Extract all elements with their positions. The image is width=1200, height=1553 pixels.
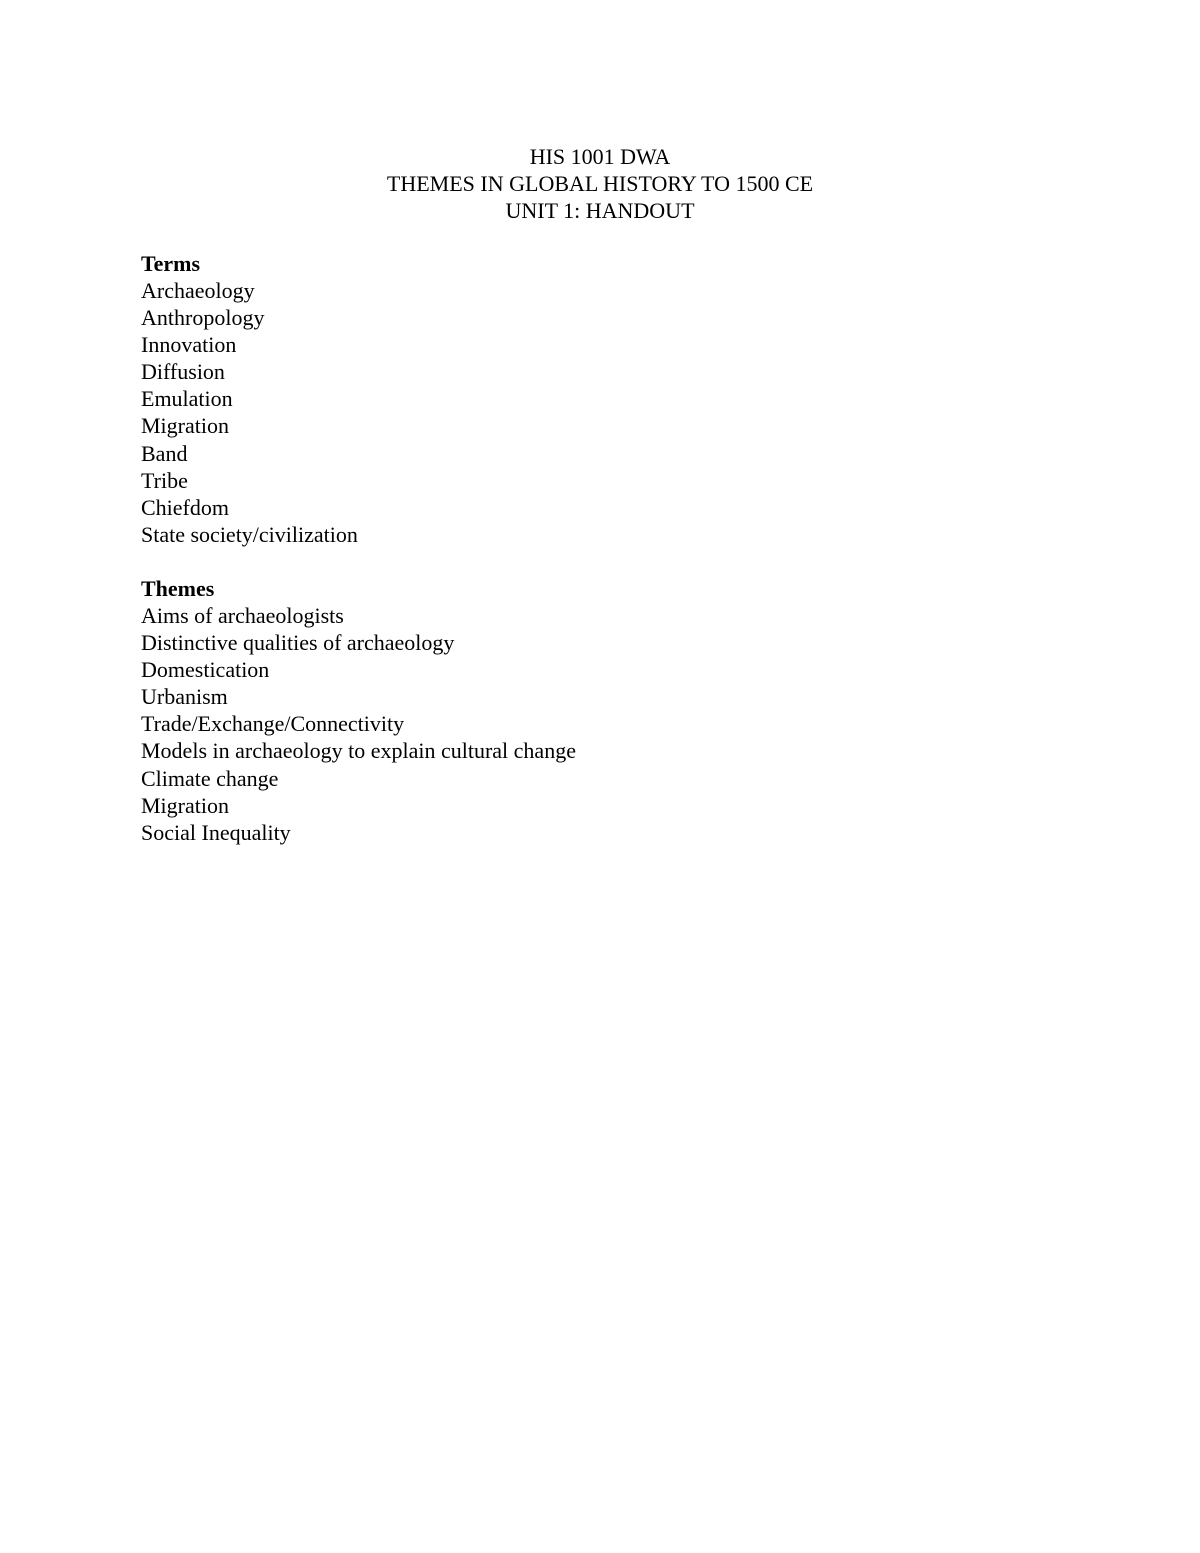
terms-list (141, 277, 358, 548)
list-item: Anthropology (141, 305, 265, 331)
list-item: Aims of archaeologists (141, 603, 344, 628)
themes-section (141, 575, 576, 846)
course-title: THEMES IN GLOBAL HISTORY TO 1500 CE (386, 171, 814, 196)
list-item: Social Inequality (141, 819, 291, 845)
list-item: Domestication (141, 657, 270, 683)
list-item: Emulation (141, 386, 233, 412)
course-code: HIS 1001 DWA (529, 144, 671, 169)
list-item: Distinctive qualities of archaeology (141, 630, 455, 656)
terms-heading: Terms (141, 251, 201, 276)
list-item: Tribe (141, 467, 188, 493)
themes-list (141, 602, 576, 846)
list-item: Urbanism (141, 684, 228, 710)
themes-heading: Themes (141, 576, 215, 601)
list-item: Archaeology (141, 278, 255, 303)
list-item: Chiefdom (141, 494, 229, 520)
list-item: Band (141, 440, 188, 466)
list-item: Trade/Exchange/Connectivity (141, 711, 405, 737)
list-item: State society/civilization (141, 521, 358, 547)
terms-section (141, 250, 358, 548)
unit-title: UNIT 1: HANDOUT (505, 198, 695, 223)
list-item: Migration (141, 792, 229, 818)
list-item: Migration (141, 413, 229, 439)
list-item: Innovation (141, 332, 237, 358)
list-item: Models in archaeology to explain cultural change (141, 738, 576, 764)
document-header (0, 143, 1200, 224)
list-item: Diffusion (141, 359, 225, 385)
list-item: Climate change (141, 765, 279, 791)
